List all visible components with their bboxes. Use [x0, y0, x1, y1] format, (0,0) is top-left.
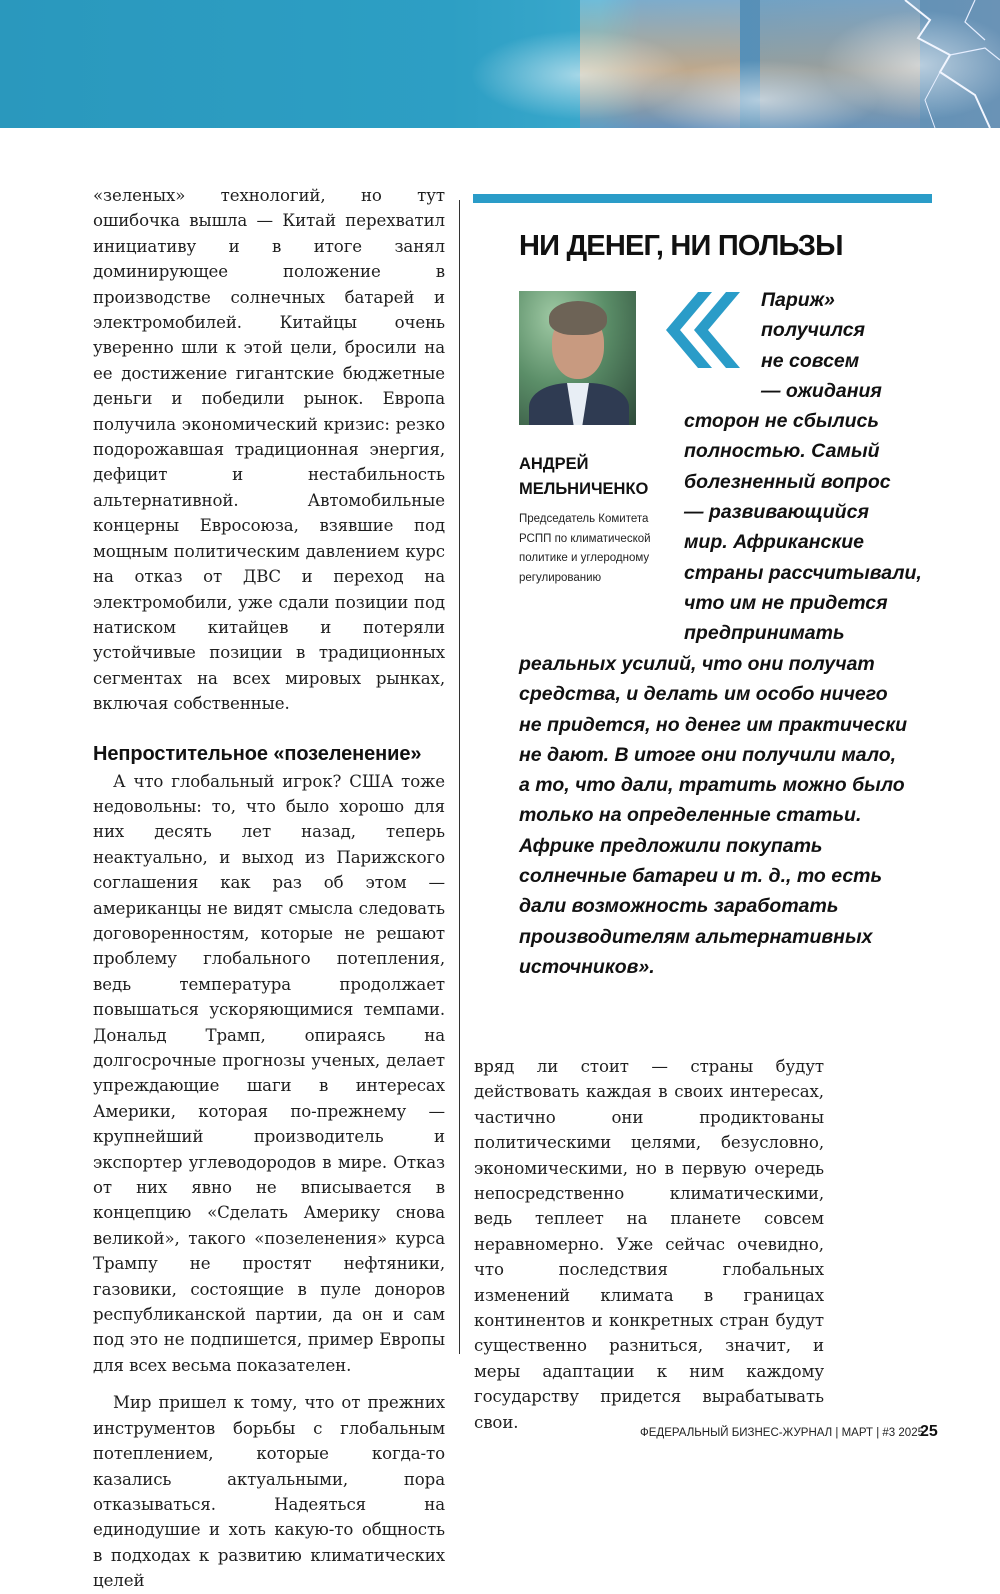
body-paragraph: Мир пришел к тому, что от прежних инструментов борьбы с глобальным потеплением, которые когда-то казались актуальными, пора отказываться. Надеяться на единодушие и хоть какую-то общность в подходах к развитию климатических целей — [93, 1393, 445, 1591]
sidebar-title: НИ ДЕНЕГ, НИ ПОЛЬЗЫ — [519, 230, 843, 262]
quote-line: средства, и делать им особо ничего — [519, 683, 888, 706]
quote-line: солнечные батареи и т. д., то есть — [519, 865, 883, 888]
quote-line: предпринимать — [684, 622, 845, 645]
quote-line: сторон не сбылись — [684, 410, 879, 433]
quote-line: Париж» — [761, 289, 835, 311]
pull-quote-lower — [519, 649, 939, 982]
quote-line: что им не придется — [684, 591, 888, 614]
quote-line: болезненный вопрос — [684, 470, 891, 493]
pull-quote-upper — [684, 285, 934, 649]
quote-line: получился — [761, 319, 866, 342]
body-paragraph: А что глобальный игрок? США тоже недовольны: то, что было хорошо для них десять лет назад, теперь неактуально, и выход из Парижского соглашения как раз об этом — американцы не видят смысла следовать договоренностям, которые не решают проблему глобального потепления, ведь температура продолжает повышаться ускоряющимися темпами. Дональд Трамп, опираясь на долгосрочные прогнозы ученых, делает упреждающие шаги в интересах Америки, которая по-прежнему — крупнейший производитель и экспортер углеводородов в мире. Отказ от них явно не вписывается в концепцию «Сделать Америку снова великой», такого «позеленения» курса Трампу не простят нефтяники, газовики, состоящие в пуле доноров республиканской партии, да он и сам под это не подпишется, пример Европы для всех весьма показателен. — [93, 771, 445, 1375]
lightning-icon — [0, 0, 1000, 128]
quote-line: а то, что дали, тратить можно было — [519, 774, 905, 797]
quote-line: страны рассчитывали, — [684, 561, 922, 584]
quote-line: не придется, но денег им практически — [519, 713, 908, 736]
portrait-photo — [519, 291, 636, 425]
right-article-column — [474, 1054, 824, 1435]
quote-line: Африке предложили покупать — [519, 834, 823, 857]
sidebar-accent-bar — [473, 194, 932, 203]
quote-line: не совсем — [761, 349, 860, 372]
quote-line: мир. Африканские — [684, 531, 864, 554]
left-article-column — [93, 183, 445, 1594]
footer-journal-info: ФЕДЕРАЛЬНЫЙ БИЗНЕС-ЖУРНАЛ | МАРТ | #3 2025 — [640, 1427, 924, 1439]
header-banner-image — [0, 0, 1000, 128]
column-divider — [459, 200, 460, 1354]
quote-line: полностью. Самый — [684, 440, 880, 463]
person-title: Председатель Комитета РСПП по климатической политике и углеродному регулированию — [519, 513, 651, 584]
quote-line: — развивающийся — [684, 501, 869, 524]
quote-line: только на определенные статьи. — [519, 804, 862, 827]
quote-line: — ожидания — [761, 379, 882, 402]
section-subheading: Непростительное «позеленение» — [93, 742, 422, 765]
page-number: 25 — [920, 1423, 938, 1440]
quote-line: дали возможность заработать — [519, 895, 839, 918]
quote-line: реальных усилий, что они получат — [519, 653, 875, 675]
quote-line: производителям альтернативных — [519, 925, 873, 948]
photo-hair — [549, 301, 607, 335]
person-name: АНДРЕЙ МЕЛЬНИЧЕНКО — [519, 455, 649, 498]
quote-line: источников». — [519, 955, 655, 978]
body-paragraph: «зеленых» технологий, но тут ошибочка вышла — Китай перехватил инициативу и в итоге занял доминирующее положение в производстве солнечных батарей и электромобилей. Китайцы очень уверенно шли к этой цели, бросили на ее достижение гигантские бюджетные деньги и победили рынок. Европа получила экономический кризис: резко подорожавшая традиционная энергия, дефицит и нестабильность альтернативной. Автомобильные концерны Евросоюза, взявшие под мощным политическим давлением курс на отказ от ДВС и переход на электромобили, уже сдали позиции под натиском китайцев и потеряли устойчивые позиции в традиционных сегментах на всех мировых рынках, включая собственные. — [93, 186, 445, 714]
quote-line: не дают. В итоге они получили мало, — [519, 743, 897, 766]
body-paragraph: вряд ли стоит — страны будут действовать каждая в своих интересах, частично они продиктованы политическими целями, безусловно, экономическими, но в первую очередь непосредственно климатическими, ведь теплеет на планете совсем неравномерно. Уже сейчас очевидно, что последствия глобальных изменений климата в границах континентов и конкретных стран будут существенно разниться, значит, и меры адаптации к ним каждому государству придется вырабатывать свои. — [474, 1057, 824, 1432]
